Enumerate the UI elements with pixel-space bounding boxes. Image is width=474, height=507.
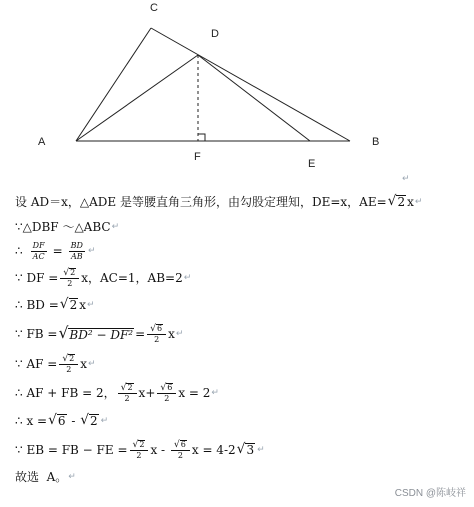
- segment-de: [198, 55, 310, 141]
- solution-line-9: ∴ x = √ 6 - √ 2 ↵: [15, 412, 109, 429]
- label-d: D: [211, 28, 219, 40]
- fraction-df-ac: $\frac{DF}{AC}$: [32, 240, 45, 261]
- label-f: F: [194, 151, 201, 163]
- solution-line-11: 故选 A。 ↵: [15, 470, 76, 484]
- fraction-bd-ab: $\frac{BD}{AB}$: [70, 240, 83, 261]
- watermark: CSDN @陈岐祥: [394, 488, 466, 499]
- geometry-diagram: [0, 0, 474, 190]
- solution-line-7: ∵ AF = √ 2 2 x ↵: [15, 352, 96, 375]
- label-a: A: [38, 136, 46, 148]
- paragraph-mark: ↵: [402, 174, 410, 184]
- solution-line-4: ∵ DF = √ 2 2 x，AC=1，AB=2 ↵: [15, 266, 192, 289]
- sqrt-symbol: √ 2: [387, 193, 406, 210]
- solution-line-8: ∴ AF + FB = 2， √ 2 2 x+ √ 6 2 x = 2 ↵: [15, 381, 219, 404]
- solution-line-3: ∴ $\frac{DF}{AC}$ = $\frac{BD}{AB}$ ↵: [15, 240, 96, 261]
- answer-text: 故选 A。: [15, 470, 68, 484]
- fraction-sqrt6-over-2: √ 6 2: [147, 324, 166, 344]
- sqrt-symbol: √ 3: [236, 441, 255, 458]
- fraction-sqrt2-over-2: √ 2 2: [130, 440, 149, 460]
- sqrt-symbol: √ 2: [59, 296, 78, 313]
- fraction-sqrt6-over-2: √ 6 2: [171, 440, 190, 460]
- fraction-sqrt2-over-2: √ 2 2: [60, 268, 79, 288]
- label-b: B: [372, 136, 380, 148]
- solution-text: [15, 193, 470, 486]
- right-angle-mark: [198, 134, 205, 141]
- label-c: C: [150, 2, 158, 14]
- segment-ac: [76, 28, 151, 141]
- line1-text: 设 AD＝x，△ADE 是等腰直角三角形，由勾股定理知，DE=x，AE=: [15, 195, 387, 209]
- fraction-sqrt6-over-2: √ 6 2: [157, 383, 176, 403]
- solution-line-10: ∵ EB = FB − FE = √ 2 2 x - √ 6 2 x = 4-2 √ 3 ↵: [15, 438, 265, 461]
- segment-ad: [76, 55, 198, 141]
- line2-text: ∵△DBF ～△ABC: [15, 220, 111, 234]
- fraction-sqrt2-over-2: √ 2 2: [118, 383, 137, 403]
- solution-line-2: ∵△DBF ～△ABC ↵: [15, 220, 120, 234]
- solution-line-5: ∴ BD = √ 2 x ↵: [15, 296, 95, 313]
- sqrt-symbol: √ 6: [48, 412, 66, 429]
- label-e: E: [308, 158, 316, 170]
- sqrt-bd2-minus-df2: √ BD² − DF²: [58, 324, 134, 343]
- solution-line-6: ∵ FB = √ BD² − DF² = √ 6 2 x ↵: [15, 322, 184, 345]
- fraction-sqrt2-over-2: √ 2 2: [59, 354, 78, 374]
- solution-line-1: 设 AD＝x，△ADE 是等腰直角三角形，由勾股定理知，DE=x，AE= √ 2 x ↵: [15, 193, 423, 210]
- sqrt-symbol: √ 2: [80, 412, 98, 429]
- segment-cb: [151, 28, 350, 141]
